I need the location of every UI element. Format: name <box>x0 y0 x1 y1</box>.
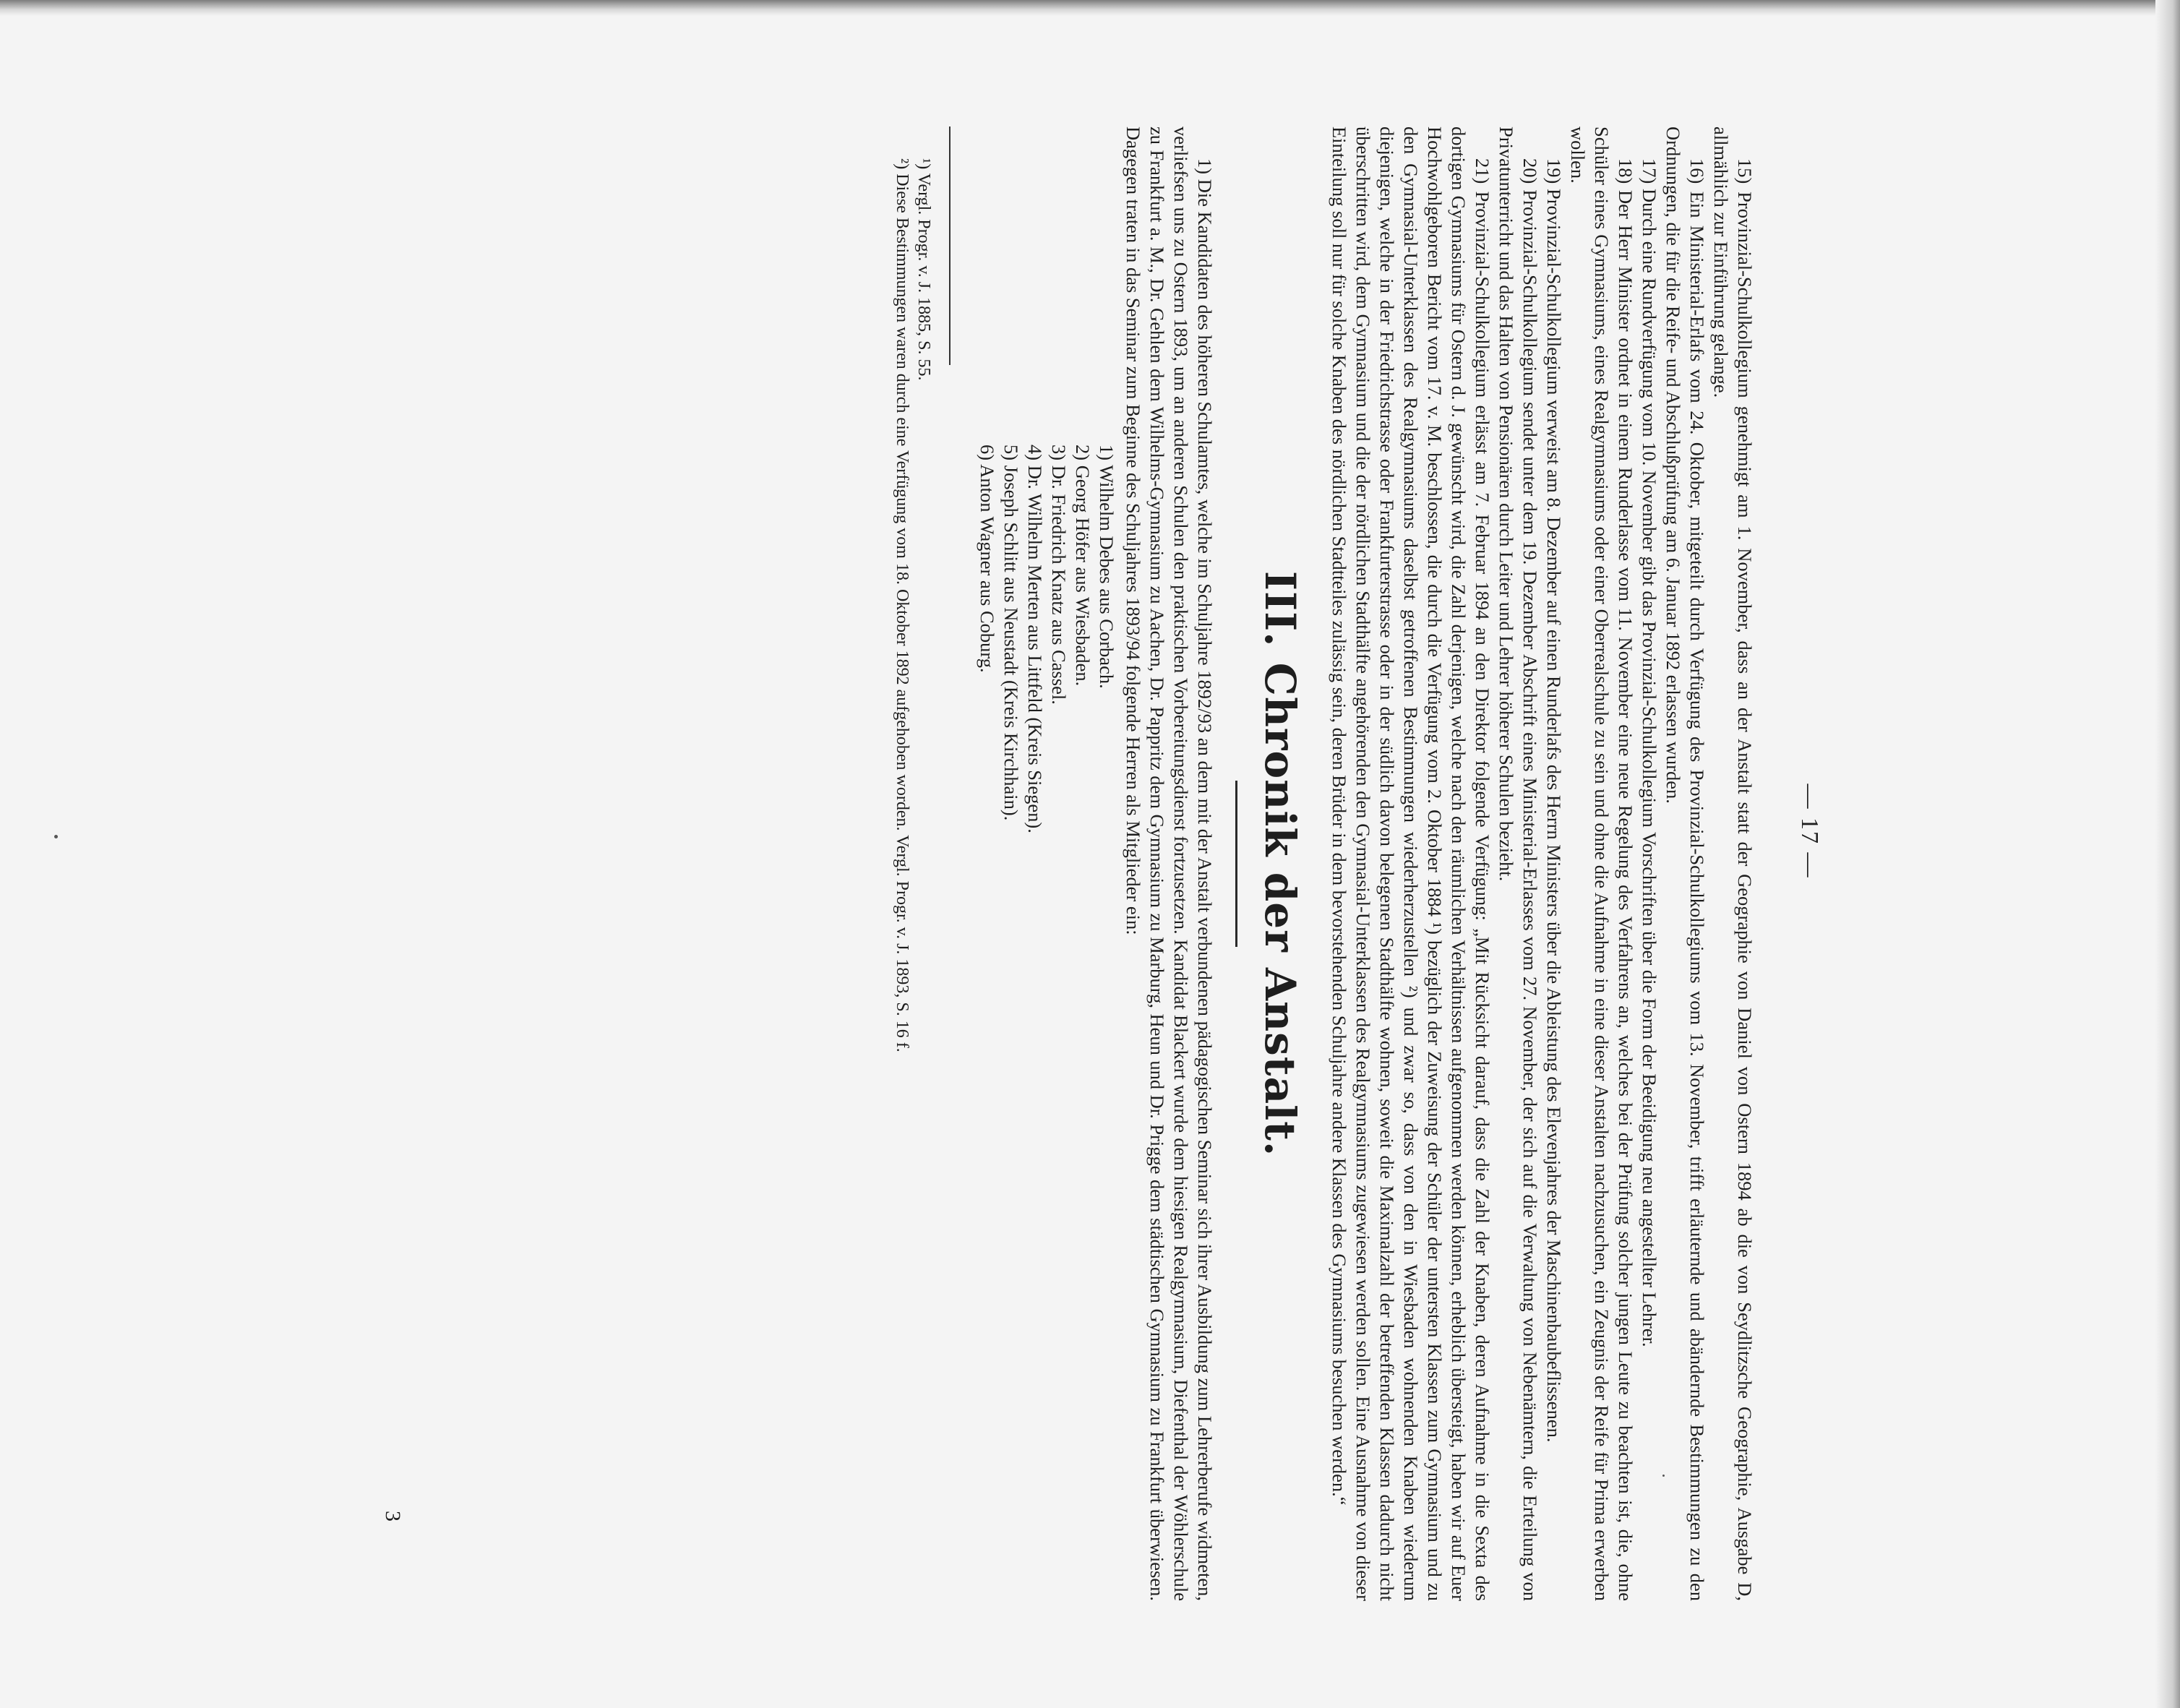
paragraph-20: 20) Provinzial-Schulkollegium sendet unter dem 19. Dezember Abschrift eines Ministerial-Erlasses vom 27. November, der sich auf die Verwaltung von Nebenämtern, die Erteilung von Privatunterricht und das Halten von Pensionären durch Leiter und Lehrer höherer Schulen bezieht. <box>1495 126 1541 1601</box>
roster-item: 1) Wilhelm Debes aus Corbach. <box>1096 445 1117 689</box>
scan-right-edge <box>2155 0 2180 1708</box>
signature-mark: 3 <box>381 1511 405 1522</box>
paragraph-15: 15) Provinzial-Schulkollegium genehmigt am 1. November, dass an der Anstalt statt der Geographie von Daniel von Ostern 1894 ab die von Seydlitzsche Geographie, Ausgabe D, allmählich zur Einführung gelange. <box>1710 126 1756 1601</box>
footnote-2: ²) Diese Bestimmungen waren durch eine Verfügung vom 18. Oktober 1892 aufgehoben worden. Vergl. Progr. v. J. 1893, S. 16 f. <box>893 158 911 1052</box>
footnotes <box>891 126 935 1601</box>
roster-item: 6) Anton Wagner aus Coburg. <box>977 445 998 673</box>
footnote-rule <box>949 126 950 365</box>
seminar-roster <box>975 445 1118 1601</box>
paragraph-19: 19) Provinzial-Schulkollegium verweist am 8. Dezember auf einen Runderlafs des Herrn Ministers über die Ableistung des Elevenjahres der Maschinenbaubeflissenen. <box>1543 158 1565 1443</box>
title-rule <box>1235 781 1237 947</box>
paragraph-16: 16) Ein Ministerial-Erlafs vom 24. Oktober, mitgeteilt durch Verfügung des Provinzial-Schulkollegiums vom 13. November, trifft erläuternde und abändernde Bestimmungen zu den Ordnungen, die für die Reife- und Abschlußprüfung am 6. Januar 1892 erlassen wurden. <box>1662 126 1708 1601</box>
paragraph-18: 18) Der Herr Minister ordnet in einem Runderlasse vom 11. November eine neue Regelung des Verfahrens an, welches bei der Prüfung solcher jungen Leute zu beachten ist, die, ohne Schüler eines Gymnasiums, eines Realgymnasiums oder einer Oberrealschule zu sein und ohne die Aufnahme in eine dieser Anstalten nachzusuchen, ein Zeugnis der Reife für Prima erwerben wollen. <box>1567 126 1636 1601</box>
rotated-document-page <box>340 43 1821 1619</box>
chronik-paragraph: 1) Die Kandidaten des höheren Schulamtes, welche im Schuljahre 1892/93 an dem mit der Anstalt verbundenen pädagogischen Seminar sich ihrer Ausbildung zum Lehrerberufe widmeten, verliefsen uns zu Ostern 1893, um an anderen Schulen den praktischen Vorbereitungsdienst fortzusetzen. Kandidat Blackert wurde dem hiesigen Realgymnasium, Diefenthal der Wöhlerschule zu Frankfurt a. M., Dr. Gehlen dem Wilhelms-Gymnasium zu Aachen, Dr. Pappritz dem Gymnasium zu Marburg, Heun und Dr. Prigge dem städtischen Gymnasium zu Frankfurt überwiesen. Dagegen traten in das Seminar zum Beginne des Schuljahres 1893/94 folgende Herren als Mitglieder ein: <box>1123 126 1216 1601</box>
document-body <box>891 126 1756 1601</box>
roster-item: 3) Dr. Friedrich Knatz aus Cassel. <box>1048 445 1070 705</box>
scan-speck <box>1662 1475 1665 1477</box>
page-number: — 17 — <box>1796 784 1823 879</box>
scan-speck <box>54 835 58 838</box>
roster-item: 2) Georg Höfer aus Wiesbaden. <box>1072 445 1094 687</box>
paragraph-21: 21) Provinzial-Schulkollegium erlässt am 7. Februar 1894 an den Direktor folgende Verfügung: „Mit Rücksicht darauf, dass die Zahl der Knaben, deren Aufnahme in die Sexta des dortigen Gymnasiums für Ostern d. J. gewünscht wird, die Zahl derjenigen, welche nach den räumlichen Verhältnissen aufgenommen werden können, erheblich übersteigt, haben wir auf Euer Hochwohlgeboren Bericht vom 17. v. M. beschlossen, die durch die Verfügung vom 2. Oktober 1884 ¹) bezüglich der Zuweisung der Schüler der untersten Klassen zum Gymnasium und zu den Gymnasial-Unterklassen des Realgymnasiums daselbst getroffenen Bestimmungen wiederherzustellen ²) und zwar so, dass von den in Wiesbaden wohnenden Knaben wiederum diejenigen, welche in der Friedrichstrasse oder Frankfurterstrasse oder in der südlich davon belegenen Stadthälfte wohnen, soweit die Maximalzahl der betreffenden Klassen dadurch nicht überschritten wird, dem Gymnasium und die der nördlichen Stadthälfte angehörenden den Gymnasial-Unterklassen des Realgymnasiums zugewiesen werden sollen. Eine Ausnahme von dieser Einteilung soll nur für solche Knaben des nördlichen Stadtteiles zulässig sein, deren Brüder in dem bevorstehenden Schuljahre andere Klassen des Gymnasiums besuchen werden.“ <box>1329 126 1493 1601</box>
paragraph-17: 17) Durch eine Rundverfügung vom 10. November gibt das Provinzial-Schulkollegium Vorschriften über die Form der Beeidigung neu angestellter Lehrer. <box>1639 158 1660 1347</box>
roster-item: 4) Dr. Wilhelm Merten aus Littfeld (Kreis Siegen). <box>1024 445 1046 833</box>
scan-top-edge <box>0 0 2180 16</box>
footnote-1: ¹) Vergl. Progr. v. J. 1885, S. 55. <box>914 158 933 381</box>
section-title: III. Chronik der Anstalt. <box>1256 570 1305 1157</box>
roster-item: 5) Joseph Schlitt aus Neustadt (Kreis Kirchhain). <box>1000 445 1022 821</box>
